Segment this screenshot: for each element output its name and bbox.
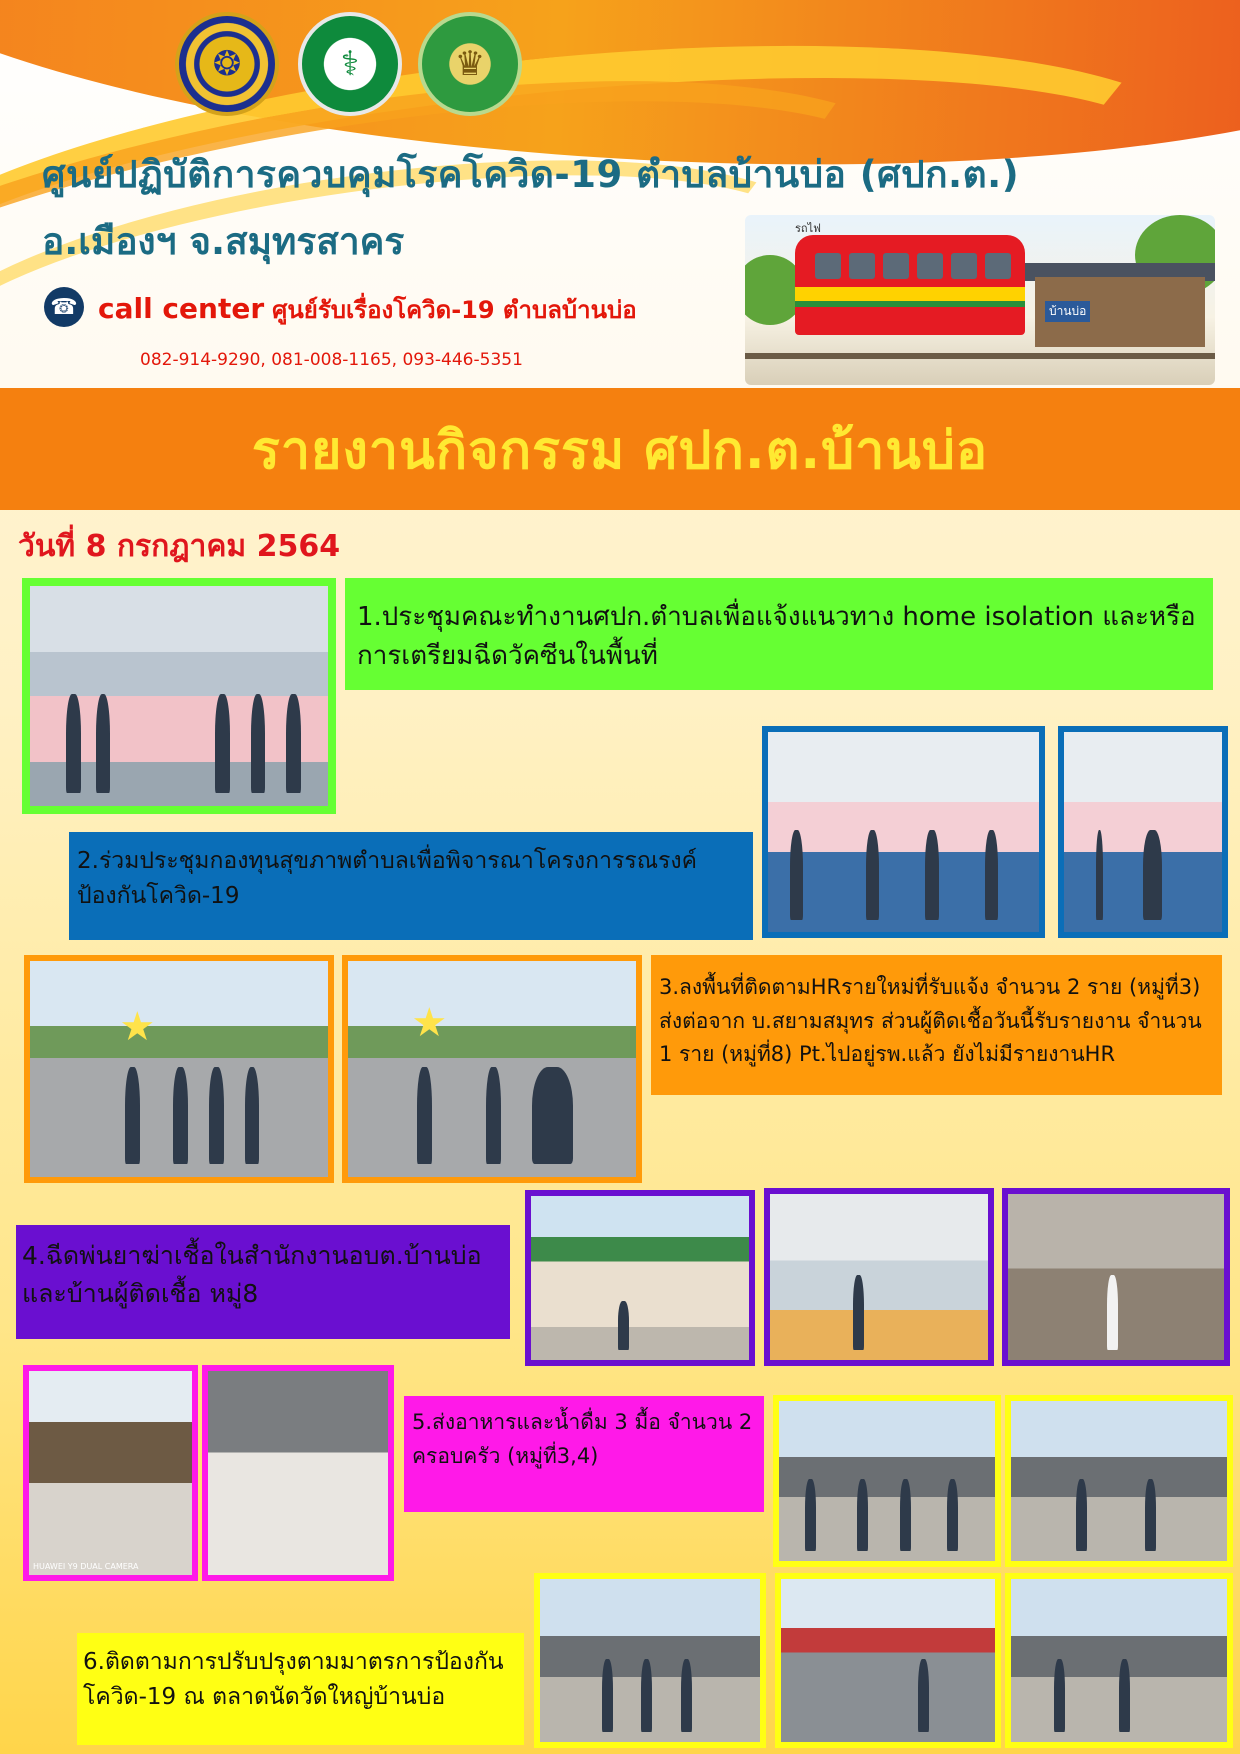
phone-numbers: 082-914-9290, 081-008-1165, 093-446-5351 (140, 350, 523, 370)
activity5-photo-4 (1005, 1395, 1233, 1567)
activity5-photo-3 (773, 1395, 1001, 1567)
ministry-of-public-health-logo: ⚕ (298, 12, 402, 116)
activity6-photo-1 (534, 1573, 766, 1748)
activity4-photo-2 (764, 1188, 994, 1366)
activity5-photo-1 (23, 1365, 198, 1581)
star-icon: ★ (411, 999, 448, 1046)
activity5-photo-2 (202, 1365, 394, 1581)
train-station-photo (745, 215, 1215, 385)
camera-watermark: HUAWEI Y9 DUAL CAMERA (33, 1562, 139, 1571)
report-title: รายงานกิจกรรม ศปก.ต.บ้านบ่อ (251, 420, 989, 481)
header (0, 0, 1240, 388)
activity3-photo-2 (342, 955, 642, 1183)
call-center-text: ศูนย์รับเรื่องโควิด-19 ตำบลบ้านบ่อ (272, 296, 637, 324)
report-date: วันที่ 8 กรกฎาคม 2564 (18, 529, 341, 564)
train-label: รถไฟ (795, 222, 821, 235)
activity6-photo-2 (775, 1573, 1001, 1748)
activity2-text: 2.ร่วมประชุมกองทุนสุขภาพตำบลเพื่อพิจารณาโครงการรณรงค์ป้องกันโควิด-19 (69, 832, 753, 940)
activity4-photo-3 (1002, 1188, 1230, 1366)
activity3-photo-1 (24, 955, 334, 1183)
station-sign: บ้านบ่อ (1045, 301, 1090, 322)
activity3-text: 3.ลงพื้นที่ติดตามHRรายใหม่ที่รับแจ้ง จำนวน 2 ราย (หมู่ที่3) ส่งต่อจาก บ.สยามสมุทร ส่วนผู้ติดเชื้อวันนี้รับรายงาน จำนวน 1 ราย (หมู่ที่8) Pt.ไปอยู่รพ.แล้ว ยังไม่มีรายงานHR (651, 955, 1222, 1095)
activity6-photo-3 (1005, 1573, 1233, 1748)
activity1-photo (22, 578, 336, 814)
center-title: ศูนย์ปฏิบัติการควบคุมโรคโควิด-19 ตำบลบ้านบ่อ (ศปก.ต.) (42, 153, 1020, 196)
sao-ban-bo-logo: ♛ (418, 12, 522, 116)
activity6-text: 6.ติดตามการปรับปรุงตามมาตรการป้องกันโควิด-19 ณ ตลาดนัดวัดใหญ่บ้านบ่อ (77, 1633, 524, 1745)
call-center-line (98, 290, 637, 329)
district-title: อ.เมืองฯ จ.สมุทรสาคร (42, 220, 405, 263)
phone-icon: ☎ (44, 287, 84, 327)
call-center-label: call center (98, 292, 265, 325)
activity4-text: 4.ฉีดพ่นยาฆ่าเชื้อในสำนักงานอบต.บ้านบ่อและบ้านผู้ติดเชื้อ หมู่8 (16, 1225, 510, 1339)
report-banner (0, 388, 1240, 510)
activity2-photo-2 (1058, 726, 1228, 938)
star-icon: ★ (119, 1004, 156, 1051)
activity2-photo-1 (762, 726, 1045, 938)
province-seal-logo: ❂ (175, 12, 279, 116)
activity4-photo-1 (525, 1190, 755, 1366)
train-car (795, 235, 1025, 335)
activity1-text: 1.ประชุมคณะทำงานศปก.ตำบลเพื่อแจ้งแนวทาง home isolation และหรือการเตรียมฉีดวัคซีนในพื้นที่ (345, 578, 1213, 690)
activity5-text: 5.ส่งอาหารและน้ำดื่ม 3 มื้อ จำนวน 2 ครอบครัว (หมู่ที่3,4) (404, 1396, 764, 1512)
